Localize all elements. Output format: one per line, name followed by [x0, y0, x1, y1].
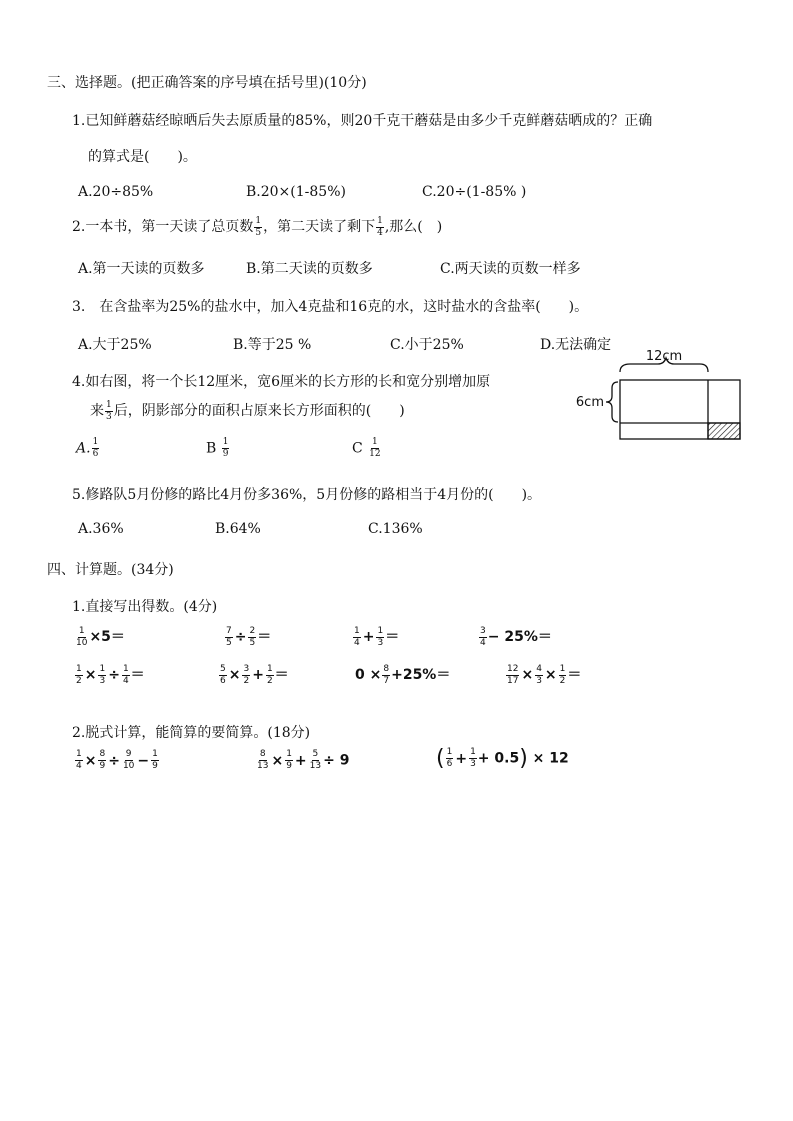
calc-r2c1: $\frac{1}{2}$ × $\frac{1}{3}$ ÷ $\frac{1}{4}$ ＝ [76, 663, 145, 686]
calc-r2c3: 0 × $\frac{8}{7}$ +25%＝ [355, 663, 451, 686]
q4-option-b[interactable]: B $\frac{1}{9}$ [206, 437, 229, 459]
expr-2: $\frac{8}{13}$ × $\frac{1}{9}$ + $\frac{5}{13}$ ÷ 9 [257, 749, 350, 771]
width-brace [606, 382, 618, 422]
calc-r2c4: $\frac{12}{17}$ × $\frac{4}{3}$ × $\frac{1}{2}$ ＝ [507, 663, 582, 686]
part1-title: 1.直接写出得数。(4分) [72, 599, 218, 615]
q2-option-c[interactable]: C.两天读的页数一样多 [440, 261, 581, 277]
q1-text-line1: 1.已知鲜蘑菇经晾晒后失去原质量的85%，则20千克干蘑菇是由多少千克鲜蘑菇晒成的？正确 [72, 113, 653, 129]
part2-title: 2.脱式计算，能简算的要简算。(18分) [72, 725, 311, 741]
q5-option-b[interactable]: B.64% [215, 521, 261, 537]
q3-text: 3. 在含盐率为25%的盐水中，加入4克盐和16克的水，这时盐水的含盐率( )。 [72, 299, 589, 315]
q1-option-b[interactable]: B.20×(1-85%) [246, 184, 346, 200]
q4-option-c[interactable]: C $\frac{1}{12}$ [352, 437, 381, 459]
q5-option-c[interactable]: C.136% [368, 521, 423, 537]
q2-text: 2.一本书，第一天读了总页数 $\frac{1}{5}$ ，第二天读了剩下 $\frac{1}{4}$ ,那么( ) [72, 215, 443, 238]
q3-option-d[interactable]: D.无法确定 [540, 337, 612, 353]
length-label: 12cm [645, 349, 683, 364]
calc-r2c2: $\frac{5}{6}$ × $\frac{3}{2}$ + $\frac{1}{2}$ ＝ [220, 663, 289, 686]
width-label: 6cm [575, 395, 604, 410]
calc-r1c4: $\frac{3}{4}$ − 25%＝ [480, 625, 552, 648]
q5-text: 5.修路队5月份修的路比4月份多36%，5月份修的路相当于4月份的( )。 [72, 487, 542, 503]
q4-text-line1: 4.如右图，将一个长12厘米，宽6厘米的长方形的长和宽分别增加原 [72, 374, 491, 390]
expr-1: $\frac{1}{4}$ × $\frac{8}{9}$ ÷ $\frac{9}{10}$ − $\frac{1}{9}$ [76, 749, 158, 771]
calc-r1c1: $\frac{1}{10}$ ×5＝ [76, 625, 125, 648]
q1-text-line2: 的算式是( )。 [88, 149, 197, 165]
rectangle-figure [572, 346, 748, 446]
section3-heading: 三、选择题。(把正确答案的序号填在括号里)(10分) [47, 75, 367, 91]
q1-option-a[interactable]: A.20÷85% [78, 184, 154, 200]
q3-option-b[interactable]: B.等于25 % [233, 337, 312, 353]
calc-r1c2: $\frac{7}{5}$ ÷ $\frac{2}{5}$ ＝ [226, 625, 272, 648]
expr-3: ( $\frac{1}{6}$ + $\frac{1}{3}$ + 0.5) × 12 [436, 746, 569, 771]
q4-option-a[interactable]: A. $\frac{1}{6}$ [76, 437, 99, 459]
q4-fraction: $\frac{1}{3}$ [106, 399, 112, 422]
q3-option-a[interactable]: A.大于25% [78, 337, 152, 353]
q2-fraction-2: $\frac{1}{4}$ [377, 215, 383, 238]
calc-r1c3: $\frac{1}{4}$ + $\frac{1}{3}$ ＝ [354, 625, 400, 648]
q1-option-c[interactable]: C.20÷(1-85% ) [422, 184, 527, 200]
q5-option-a[interactable]: A.36% [78, 521, 124, 537]
q3-option-c[interactable]: C.小于25% [390, 337, 464, 353]
q2-fraction-1: $\frac{1}{5}$ [255, 215, 262, 238]
section4-heading: 四、计算题。(34分) [47, 562, 174, 578]
q2-option-b[interactable]: B.第二天读的页数多 [246, 261, 373, 277]
shaded-region [708, 423, 740, 439]
q2-option-a[interactable]: A.第一天读的页数多 [78, 261, 205, 277]
q4-text-line2: 来 $\frac{1}{3}$ 后，阴影部分的面积占原来长方形面积的( ) [90, 399, 405, 422]
